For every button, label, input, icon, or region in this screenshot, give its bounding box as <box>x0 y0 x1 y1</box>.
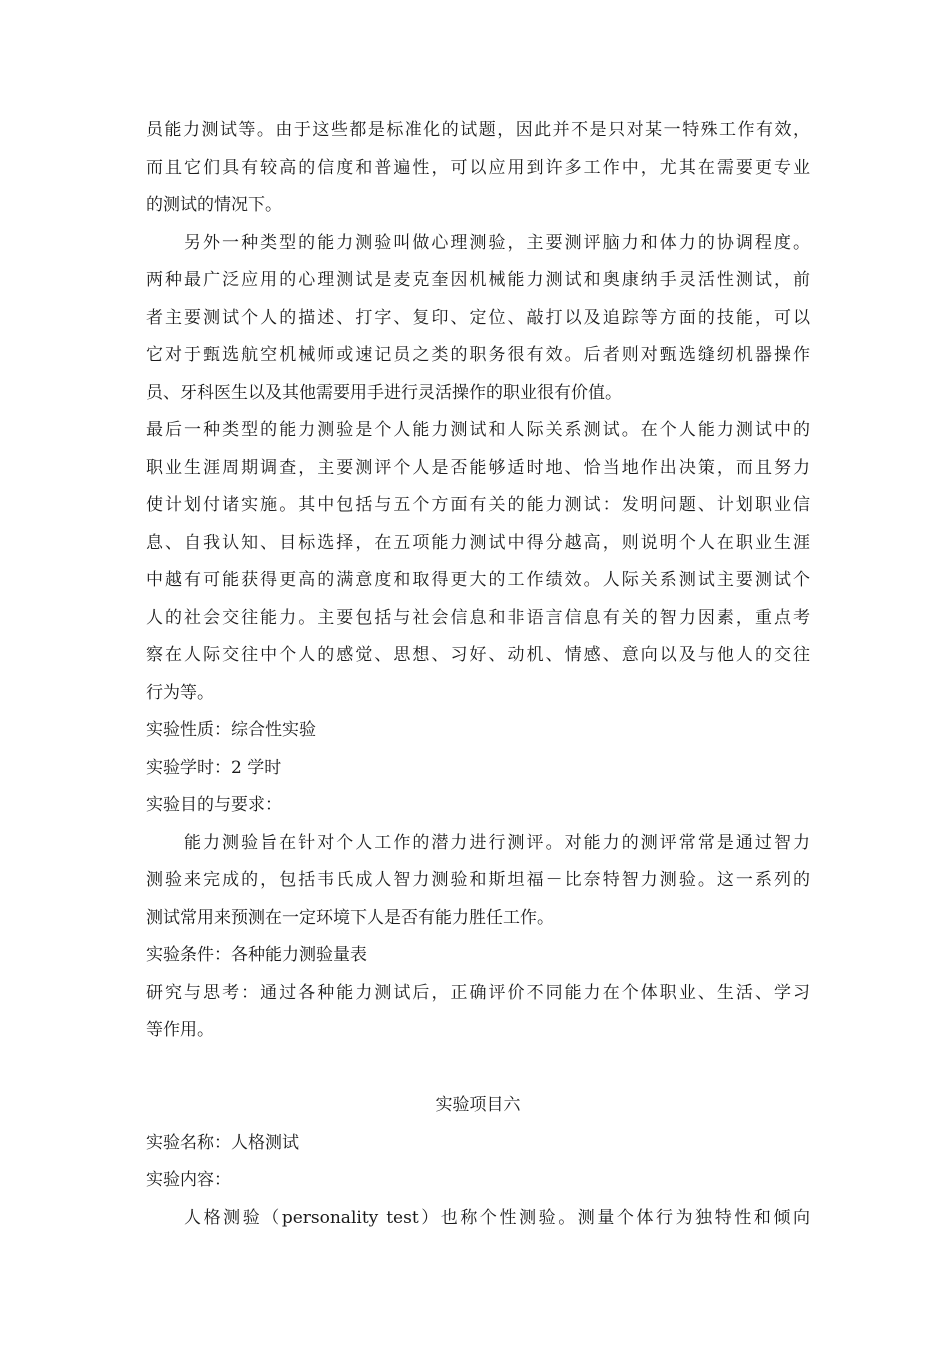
project-name: 实验名称：人格测试 <box>146 1132 299 1153</box>
text-line: 的测试的情况下。 <box>146 195 282 215</box>
text-line: 使计划付诸实施。其中包括与五个方面有关的能力测试：发明问题、计划职业信 <box>146 495 810 515</box>
text-line: 测验来完成的，包括韦氏成人智力测验和斯坦福－比奈特智力测验。这一系列的 <box>146 870 810 890</box>
text-line: 者主要测试个人的描述、打字、复印、定位、敲打以及追踪等方面的技能，可以 <box>146 307 810 328</box>
text-line: 行为等。 <box>146 682 214 703</box>
text-line: 研究与思考：通过各种能力测试后，正确评价不同能力在个体职业、生活、学习 <box>146 982 810 1003</box>
paragraph-psychological-tests <box>146 225 810 413</box>
paragraph-ability-tests-intro <box>146 112 810 225</box>
text-line: 职业生涯周期调查，主要测评个人是否能够适时地、恰当地作出决策，而且努力 <box>146 457 810 478</box>
text-line: 息、自我认知、目标选择，在五项能力测试中得分越高，则说明个人在职业生涯 <box>146 532 810 553</box>
objective-heading: 实验目的与要求： <box>146 795 282 815</box>
experiment-hours: 实验学时：2 学时 <box>146 757 282 778</box>
project-title: 实验项目六 <box>435 1095 521 1115</box>
project-content-body <box>146 1200 810 1238</box>
text-line: 察在人际交往中个人的感觉、思想、习好、动机、情感、意向以及与他人的交往 <box>146 645 810 665</box>
text-line: 人格测验（personality test）也称个性测验。测量个体行为独特性和倾向 <box>184 1207 810 1228</box>
objective-body <box>146 825 810 938</box>
document-page <box>146 112 810 1237</box>
text-line: 两种最广泛应用的心理测试是麦克奎因机械能力测试和奥康纳手灵活性测试，前 <box>146 270 810 290</box>
text-line: 等作用。 <box>146 1020 214 1040</box>
text-line: 测试常用来预测在一定环境下人是否有能力胜任工作。 <box>146 907 554 928</box>
text-line: 人的社会交往能力。主要包括与社会信息和非语言信息有关的智力因素，重点考 <box>146 607 810 628</box>
experiment-nature: 实验性质：综合性实验 <box>146 720 316 740</box>
paragraph-personal-interpersonal-tests <box>146 412 810 712</box>
research-and-reflection <box>146 975 810 1050</box>
text-line: 能力测验旨在针对个人工作的潜力进行测评。对能力的测评常常是通过智力 <box>184 832 810 853</box>
text-line: 员、牙科医生以及其他需要用手进行灵活操作的职业很有价值。 <box>146 382 622 403</box>
experiment-conditions: 实验条件：各种能力测验量表 <box>146 945 367 965</box>
text-line: 员能力测试等。由于这些都是标准化的试题，因此并不是只对某一特殊工作有效， <box>146 120 810 140</box>
spacer <box>146 1050 810 1088</box>
project-content-heading: 实验内容： <box>146 1170 231 1190</box>
text-line: 中越有可能获得更高的满意度和取得更大的工作绩效。人际关系测试主要测试个 <box>146 570 810 590</box>
text-line: 最后一种类型的能力测验是个人能力测试和人际关系测试。在个人能力测试中的 <box>146 420 810 440</box>
text-line: 另外一种类型的能力测验叫做心理测验，主要测评脑力和体力的协调程度。 <box>184 232 810 253</box>
text-line: 它对于甄选航空机械师或速记员之类的职务很有效。后者则对甄选缝纫机器操作 <box>146 345 810 365</box>
text-line: 而且它们具有较高的信度和普遍性，可以应用到许多工作中，尤其在需要更专业 <box>146 157 810 178</box>
